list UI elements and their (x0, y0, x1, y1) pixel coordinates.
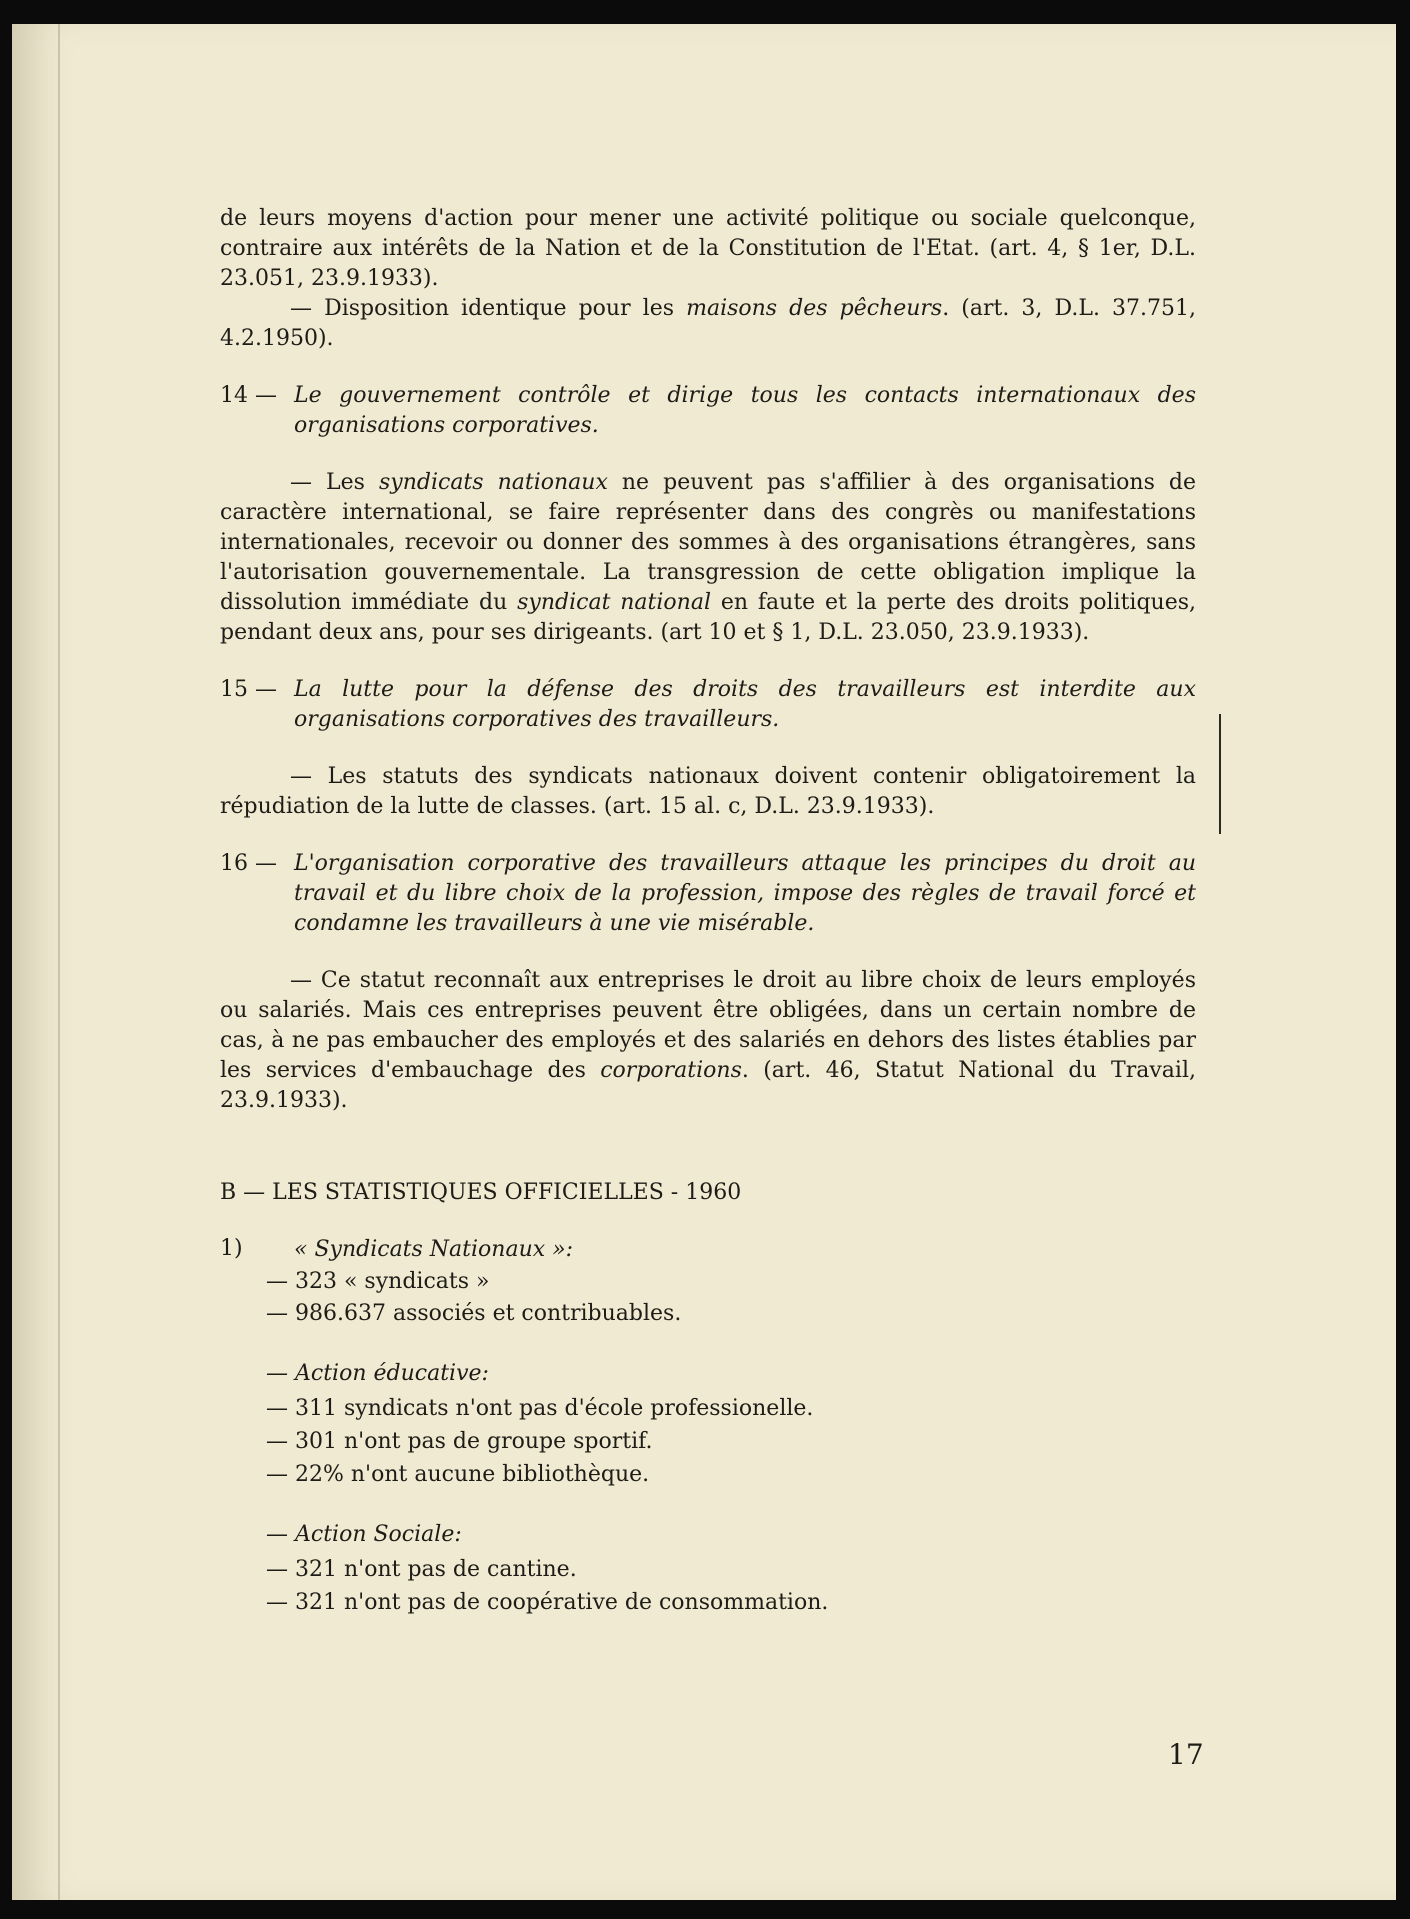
paragraph-continuation: de leurs moyens d'action pour mener une activité politique ou sociale quelconque, contraire aux intérêts de la Nation et de la Constitution de l'Etat. (art. 4, § 1er, D.L. 23.051, 23.9.1933). (220, 206, 1196, 291)
list-item: — 321 n'ont pas de cantine. (266, 1557, 577, 1582)
section-heading: B — LES STATISTIQUES OFFICIELLES - 1960 (220, 1180, 742, 1205)
item-number: 16 — (220, 851, 277, 876)
margin-mark (1219, 714, 1221, 834)
subheading-educative: — Action éducative: (266, 1361, 489, 1386)
item-number: 15 — (220, 677, 277, 702)
item-statement: Le gouvernement contrôle et dirige tous les contacts internationaux des organisations corporatives. (294, 383, 1196, 438)
item-statement: L'organisation corporative des travailleurs attaque les principes du droit au travail et du libre choix de la profession, impose des règles de travail forcé et condamne les travailleurs à une vie misérable. (294, 851, 1196, 936)
list-item: — 321 n'ont pas de coopérative de consommation. (266, 1590, 829, 1615)
subheading-sociale: — Action Sociale: (266, 1522, 462, 1547)
emphasis-text: syndicat national (517, 590, 711, 615)
list-item: — 986.637 associés et contribuables. (266, 1301, 682, 1326)
item-statement: La lutte pour la défense des droits des travailleurs est interdite aux organisations corporatives des travailleurs. (294, 677, 1196, 732)
binding-gutter (58, 24, 60, 1900)
list-heading: « Syndicats Nationaux »: (294, 1237, 574, 1262)
emphasis-text: syndicats nationaux (378, 470, 608, 495)
text-run: en faute et la perte des droits politiques, pendant deux ans, pour ses dirigeants. (art 10 et § 1, D.L. 23.050, 23.9.1933). (220, 590, 1197, 645)
paragraph-statuts: — Les statuts des syndicats nationaux doivent contenir obligatoirement la répudiation de la lutte de classes. (art. 15 al. c, D.L. 23.9.1933). (220, 764, 1196, 819)
page-number: 17 (1168, 1738, 1204, 1771)
text-run: — Disposition identique pour les (290, 296, 687, 321)
numbered-item-15 (220, 675, 1196, 735)
text-run: — Ce statut reconnaît aux entreprises le droit au libre choix de leurs employés ou salariés. Mais ces entreprises peuvent être obligées, dans un certain nombre de cas, à ne pas embaucher des employés et des salariés en dehors des listes établies par les services d'embauchage des (220, 968, 1196, 1083)
text-run: . (art. 3, D.L. 37.751, 4.2.1950). (220, 296, 1196, 351)
numbered-item-14 (220, 381, 1196, 441)
text-run: ne peuvent pas s'affilier à des organisations de caractère international, se faire représenter dans des congrès ou manifestations internationales, recevoir ou donner des sommes à des organisations étrangères, sans l'autorisation gouvernementale. La transgression de cette obligation implique la dissolution immédiate du (220, 470, 1196, 615)
item-number: 14 — (220, 383, 277, 408)
list-item: — 323 « syndicats » (266, 1269, 490, 1294)
item-number: 1) (220, 1236, 243, 1261)
paragraph-disposition (220, 294, 1196, 354)
numbered-item-16 (220, 849, 1196, 939)
list-item: — 22% n'ont aucune bibliothèque. (266, 1462, 650, 1487)
text-run: . (art. 46, Statut National du Travail, 23.9.1933). (220, 1058, 1196, 1113)
emphasis-text: maisons des pêcheurs (686, 296, 943, 321)
paragraph-statut (220, 966, 1196, 1116)
emphasis-text: corporations (600, 1058, 742, 1083)
list-item: — 301 n'ont pas de groupe sportif. (266, 1429, 653, 1454)
paragraph-syndicats (220, 468, 1196, 648)
document-page (12, 24, 1396, 1900)
stats-list (220, 1234, 1196, 1266)
page-content (220, 204, 1196, 1619)
text-run: — Les (290, 470, 379, 495)
list-item: — 311 syndicats n'ont pas d'école professionelle. (266, 1396, 814, 1421)
